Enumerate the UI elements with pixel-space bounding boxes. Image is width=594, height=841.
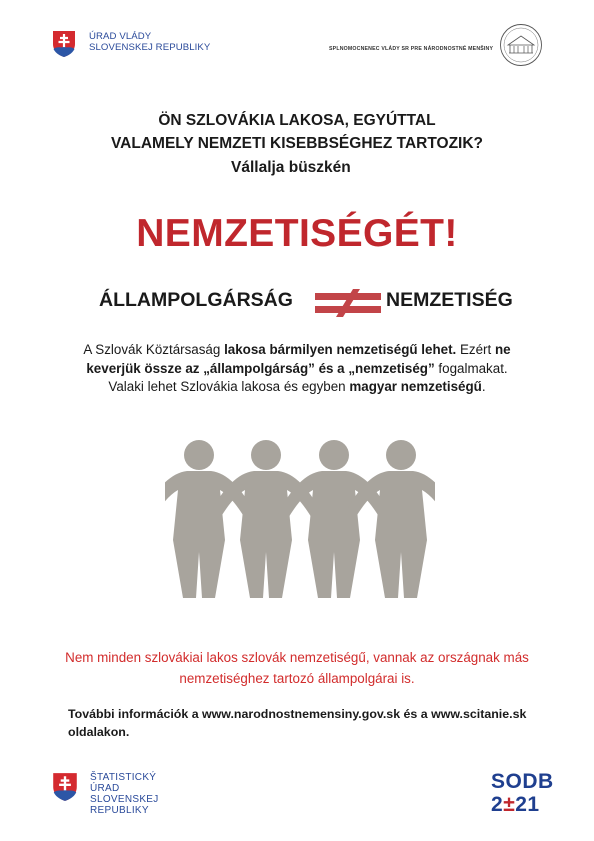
para-bold: keverjük össze az „állampolgárság” és a „nemzetiség” <box>86 360 435 376</box>
government-office-logo <box>52 30 212 64</box>
plenipotentiary-label: SPLNOMOCNENEC VLÁDY SR PRE NÁRODNOSTNÉ MENŠINY <box>329 46 494 52</box>
paper-doll-figure <box>165 440 255 598</box>
sodb-year <box>491 794 540 816</box>
sodb-year-2: 2 <box>491 793 504 816</box>
sodb-text: SODB <box>491 770 554 793</box>
para-text: A Szlovák Köztársaság <box>83 342 225 357</box>
para-text: fogalmakat. <box>434 360 508 376</box>
headline-line2: VALAMELY NEMZETI KISEBBSÉGHEZ TARTOZIK? <box>110 135 484 152</box>
para-text: . <box>481 379 486 394</box>
note-line2: nemzetiséghez tartozó állampolgárai is. <box>179 671 415 686</box>
gov-office-line1: ÚRAD VLÁDY <box>89 31 152 42</box>
stat-office-line3: SLOVENSKEJ <box>90 794 159 805</box>
more-info-line2: oldalakon. <box>68 725 130 739</box>
stat-office-line4: REPUBLIKY <box>90 805 149 816</box>
statistical-office-logo <box>52 772 222 822</box>
slovak-coat-of-arms-icon <box>52 30 76 58</box>
explanation-paragraph <box>0 341 594 397</box>
more-info-line1: További információk a www.narodnostnemensiny.gov.sk és a www.scitanie.sk <box>68 707 527 721</box>
not-equal-icon <box>315 289 381 317</box>
headline-big: NEMZETISÉGÉT! <box>136 212 458 255</box>
sodb-plus-minus: ± <box>503 793 516 816</box>
nationality-label: NEMZETISÉG <box>386 289 513 311</box>
headline-line1: ÖN SZLOVÁKIA LAKOSA, EGYÚTTAL <box>158 112 436 129</box>
stat-office-line1: ŠTATISTICKÝ <box>90 772 157 783</box>
sodb-year-21: 21 <box>515 793 540 816</box>
citizenship-label: ÁLLAMPOLGÁRSÁG <box>99 289 293 311</box>
paper-doll-chain-illustration <box>165 440 435 602</box>
paper-doll-figure <box>210 440 322 598</box>
sodb-2021-logo <box>491 770 554 821</box>
minority-note <box>0 647 594 689</box>
paper-doll-figure <box>278 440 390 598</box>
para-text: Valaki lehet Szlovákia lakosa és egyben <box>108 379 350 394</box>
gov-office-line2: SLOVENSKEJ REPUBLIKY <box>89 42 211 53</box>
note-line1: Nem minden szlovákiai lakos szlovák nemzetiségű, vannak az országnak más <box>65 650 529 665</box>
para-bold: lakosa bármilyen nemzetiségű lehet. <box>224 342 457 357</box>
more-info-text <box>68 705 526 741</box>
government-seal-icon <box>499 23 543 67</box>
headline-line3: Vállalja büszkén <box>231 159 351 176</box>
paper-doll-figure <box>345 440 435 598</box>
para-bold: ne <box>494 342 511 357</box>
headline-question <box>0 109 594 155</box>
para-text: Ezért <box>456 342 495 357</box>
stat-office-line2: ÚRAD <box>90 783 120 794</box>
para-bold: magyar nemzetiségű <box>349 379 482 394</box>
slovak-coat-of-arms-icon <box>52 772 78 802</box>
